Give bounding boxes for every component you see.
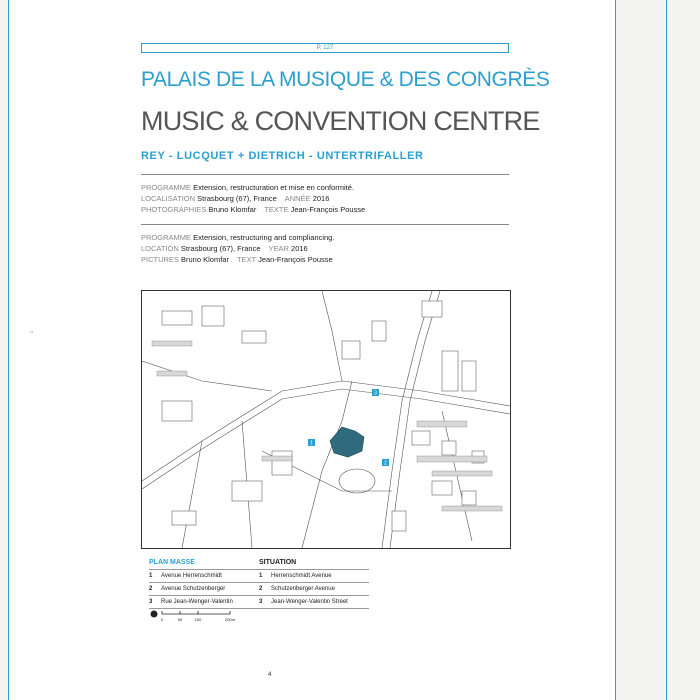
svg-text:50: 50 xyxy=(177,617,183,622)
svg-text:3: 3 xyxy=(374,390,377,397)
site-plan-map xyxy=(141,290,511,549)
convention-centre-building xyxy=(330,427,364,457)
svg-text:100: 100 xyxy=(194,617,202,622)
legend-row: 3 Rue Jean-Wenger-Valentin xyxy=(149,595,259,609)
architects: REY - LUCQUET + DIETRICH - UNTERTRIFALLER xyxy=(141,150,424,162)
divider xyxy=(141,224,509,225)
legend-row: 1 Avenue Herrenschmidt xyxy=(149,569,259,582)
project-info-english: PROGRAMME Extension, restructuring and compliancing. LOCATION Strasbourg (67), France YEAR 2016 PICTURES Bruno Klomfar TEXT Jean-François Pousse xyxy=(141,233,335,264)
title-english: MUSIC & CONVENTION CENTRE xyxy=(141,106,540,136)
legend-plan-masse: PLAN MASSE 1 Avenue Herrenschmidt 2 Avenue Schutzenberger 3 Rue Jean-Wenger-Valentin xyxy=(149,559,259,609)
legend-situation: SITUATION 1 Herrenschmidt Avenue 2 Schutzenberger Avenue 3 Jean-Wenger-Valentin Street xyxy=(259,559,369,609)
north-arrow-icon xyxy=(151,611,158,618)
title-french: PALAIS DE LA MUSIQUE & DES CONGRÈS xyxy=(141,68,550,91)
page-number-bar: P. 127 xyxy=(141,43,509,53)
svg-text:1: 1 xyxy=(310,440,313,447)
legend-row: 1 Herrenschmidt Avenue xyxy=(259,569,369,582)
svg-text:200m: 200m xyxy=(224,617,236,622)
scale-bar xyxy=(150,610,270,624)
legend-row: 2 Schutzenberger Avenue xyxy=(259,582,369,595)
divider xyxy=(141,174,509,175)
adjacent-page-edge xyxy=(666,0,667,700)
svg-text:2: 2 xyxy=(384,460,387,467)
project-info-french: PROGRAMME Extension, restructuration et mise en conformité. LOCALISATION Strasbourg (67), France ANNÉE 2016 PHOTOGRAPHIES Bruno Klomfar TEXTE Jean-François Pousse xyxy=(141,183,366,214)
legend-row: 3 Jean-Wenger-Valentin Street xyxy=(259,595,369,609)
legend-row: 2 Avenue Schutzenberger xyxy=(149,582,259,595)
bottom-page-mark: 4 xyxy=(268,672,272,678)
pen-mark: ᵕ xyxy=(30,327,34,337)
svg-text:0: 0 xyxy=(160,617,164,622)
